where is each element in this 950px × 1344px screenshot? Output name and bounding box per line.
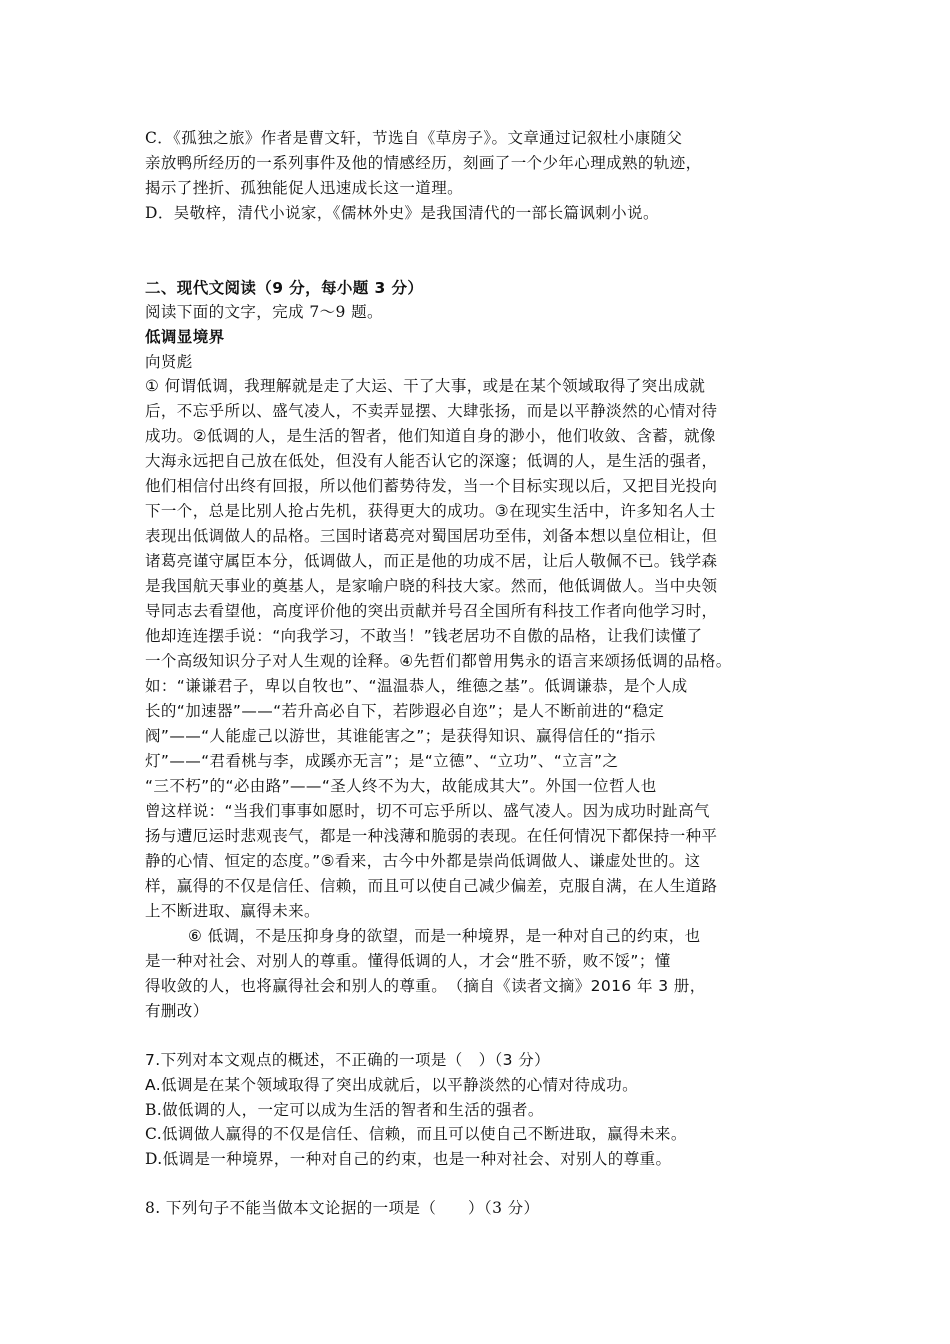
option-c-line-1: C．《孤独之旅》作者是曹文轩，节选自《草房子》。文章通过记叙杜小康随父 bbox=[145, 129, 683, 147]
section-heading: 二、现代文阅读（9 分，每小题 3 分） bbox=[145, 279, 424, 297]
passage-line: 是一种对社会、对别人的尊重。懂得低调的人，才会“胜不骄，败不馁”；懂 bbox=[145, 952, 671, 970]
passage-line: 诸葛亮谨守属臣本分，低调做人，而正是他的功成不居，让后人敬佩不已。钱学森 bbox=[145, 552, 718, 570]
passage-title: 低调显境界 bbox=[145, 328, 225, 346]
passage-line: 如：“谦谦君子，卑以自牧也”、“温温恭人，维德之基”。低调谦恭，是个人成 bbox=[145, 677, 688, 695]
passage-line: 后，不忘乎所以、盛气凌人，不卖弄显摆、大肆张扬，而是以平静淡然的心情对待 bbox=[145, 402, 718, 420]
passage-line: 阀”——“人能虚己以游世，其谁能害之”；是获得知识、赢得信任的“指示 bbox=[145, 727, 656, 745]
q7-stem: 7.下列对本文观点的概述，不正确的一项是（ ）（3 分） bbox=[145, 1051, 551, 1069]
passage-line: ⑥ 低调，不是压抑身身的欲望，而是一种境界，是一种对自己的约束，也 bbox=[188, 927, 701, 945]
q7-option-a: A.低调是在某个领域取得了突出成就后，以平静淡然的心情对待成功。 bbox=[145, 1076, 639, 1094]
passage-line: 灯”——“君看桃与李，成蹊亦无言”；是“立德”、“立功”、“立言”之 bbox=[145, 752, 619, 770]
passage-line: 表现出低调做人的品格。三国时诸葛亮对蜀国居功至伟，刘备本想以皇位相让，但 bbox=[145, 527, 718, 545]
passage-line: 导同志去看望他，高度评价他的突出贡献并号召全国所有科技工作者向他学习时， bbox=[145, 602, 718, 620]
passage-line: 有删改） bbox=[145, 1002, 209, 1020]
passage-line: 他却连连摆手说：“向我学习，不敢当！”钱老居功不自傲的品格，让我们读懂了 bbox=[145, 627, 703, 645]
passage-line: 长的“加速器”——“若升高必自下，若陟遐必自迩”；是人不断前进的“稳定 bbox=[145, 702, 665, 720]
passage-line: 得收敛的人，也将赢得社会和别人的尊重。 （摘自《读者文摘》2016 年 3 册， bbox=[145, 977, 706, 995]
passage-line: 静的心情、恒定的态度。”⑤看来，古今中外都是崇尚低调做人、谦虚处世的。这 bbox=[145, 852, 701, 870]
section-instruction: 阅读下面的文字，完成 7～9 题。 bbox=[145, 303, 383, 321]
option-c-line-2: 亲放鸭所经历的一系列事件及他的情感经历，刻画了一个少年心理成熟的轨迹， bbox=[145, 154, 702, 172]
option-c-line-3: 揭示了挫折、孤独能促人迅速成长这一道理。 bbox=[145, 179, 464, 197]
passage-line: ① 何谓低调，我理解就是走了大运、干了大事，或是在某个领域取得了突出成就 bbox=[145, 377, 706, 395]
passage-line: 是我国航天事业的奠基人，是家喻户晓的科技大家。然而，他低调做人。当中央领 bbox=[145, 577, 718, 595]
passage-line: 样，赢得的不仅是信任、信赖，而且可以使自己减少偏差，克服自满，在人生道路 bbox=[145, 877, 718, 895]
q8-stem: 8. 下列句子不能当做本文论据的一项是（ ）（3 分） bbox=[145, 1199, 540, 1217]
passage-line: 一个高级知识分子对人生观的诠释。④先哲们都曾用隽永的语言来颂扬低调的品格。 bbox=[145, 652, 732, 670]
passage-line: 扬与遭厄运时悲观丧气，都是一种浅薄和脆弱的表现。在任何情况下都保持一种平 bbox=[145, 827, 718, 845]
option-d: D．吴敬梓，清代小说家，《儒林外史》是我国清代的一部长篇讽刺小说。 bbox=[145, 204, 659, 222]
passage-line: 下一个，总是比别人抢占先机，获得更大的成功。③在现实生活中，许多知名人士 bbox=[145, 502, 716, 520]
passage-line: 他们相信付出终有回报，所以他们蓄势待发，当一个目标实现以后，又把目光投向 bbox=[145, 477, 718, 495]
q7-option-b: B.做低调的人，一定可以成为生活的智者和生活的强者。 bbox=[145, 1101, 544, 1119]
passage-line: 上不断进取、赢得未来。 bbox=[145, 902, 320, 920]
q7-option-c: C.低调做人赢得的不仅是信任、信赖，而且可以使自己不断进取，赢得未来。 bbox=[145, 1125, 687, 1143]
q7-option-d: D.低调是一种境界，一种对自己的约束，也是一种对社会、对别人的尊重。 bbox=[145, 1150, 672, 1168]
passage-author: 向贤彪 bbox=[145, 353, 193, 371]
passage-line: “三不朽”的“必由路”——“圣人终不为大，故能成其大”。外国一位哲人也 bbox=[145, 777, 657, 795]
passage-line: 大海永远把自己放在低处，但没有人能否认它的深邃；低调的人，是生活的强者， bbox=[145, 452, 718, 470]
passage-line: 成功。②低调的人，是生活的智者，他们知道自身的渺小，他们收敛、含蓄，就像 bbox=[145, 427, 716, 445]
passage-line: 曾这样说：“当我们事事如愿时，切不可忘乎所以、盛气凌人。因为成功时趾高气 bbox=[145, 802, 710, 820]
